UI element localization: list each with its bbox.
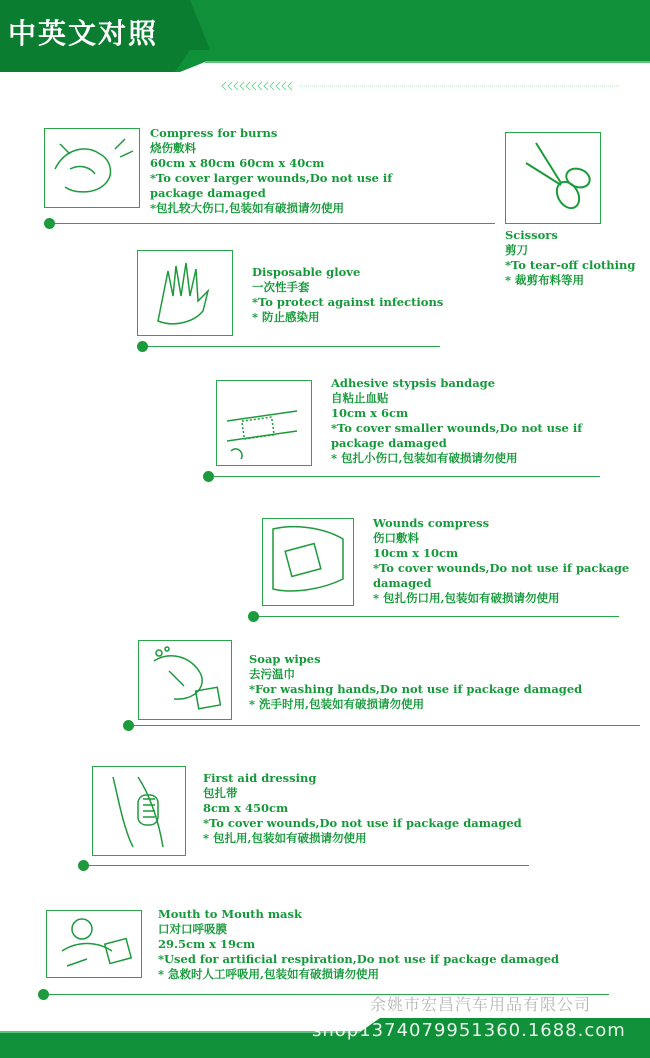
item-dressing-text: First aid dressing 包扎带 8cm x 450cm *To cover wounds,Do not use if package damaged * 包扎用,包装如有破损请勿使用 [203,771,522,845]
soap-wipes-icon [138,640,232,720]
item-scissors-text: Scissors 剪刀 *To tear-off clothing * 裁剪布料等用 [505,228,636,287]
item-bandage-text: Adhesive stypsis bandage 自粘止血贴 10cm x 6cm *To cover smaller wounds,Do not use if package damaged * 包扎小伤口,包装如有破损请勿使用 [331,376,583,465]
bullet-dot [203,471,214,482]
bullet-dot [44,218,55,229]
glove-icon [137,250,233,336]
divider-line [55,223,495,224]
item-glove-text: Disposable glove 一次性手套 *To protect against infections * 防止感染用 [252,265,444,324]
bandage-icon [216,380,312,466]
page-title: 中英文对照 [8,17,159,50]
shop-watermark: shop1374079951360.1688.com [312,1020,626,1041]
divider-line [148,346,440,347]
burns-compress-icon [44,128,140,208]
bullet-dot [123,720,134,731]
company-watermark: 余姚市宏昌汽车用品有限公司 [370,995,592,1014]
divider-line [214,476,600,477]
wound-compress-icon [262,518,354,606]
mask-icon [46,910,142,978]
divider-line [259,616,619,617]
divider-line [89,865,529,866]
item-burns-text: Compress for burns 烧伤敷料 60cm x 80cm 60cm x 40cm *To cover larger wounds,Do not use if package damaged *包扎较大伤口,包装如有破损请勿使用 [150,126,393,215]
chevron-divider [220,80,620,92]
bullet-dot [137,341,148,352]
item-soap-text: Soap wipes 去污温巾 *For washing hands,Do not use if package damaged * 洗手时用,包装如有破损请勿使用 [249,652,583,711]
item-wounds-text: Wounds compress 伤口敷料 10cm x 10cm *To cover wounds,Do not use if package damaged * 包扎伤口用,包装如有破损请勿使用 [373,516,630,605]
bullet-dot [78,860,89,871]
divider-line [134,725,640,726]
bullet-dot [38,989,49,1000]
item-mask-text: Mouth to Mouth mask 口对口呼吸膜 29.5cm x 19cm *Used for artificial respiration,Do not use if package damaged * 急救时人工呼吸用,包装如有破损请勿使用 [158,907,560,981]
dressing-icon [92,766,186,856]
bullet-dot [248,611,259,622]
scissors-icon [505,132,601,224]
